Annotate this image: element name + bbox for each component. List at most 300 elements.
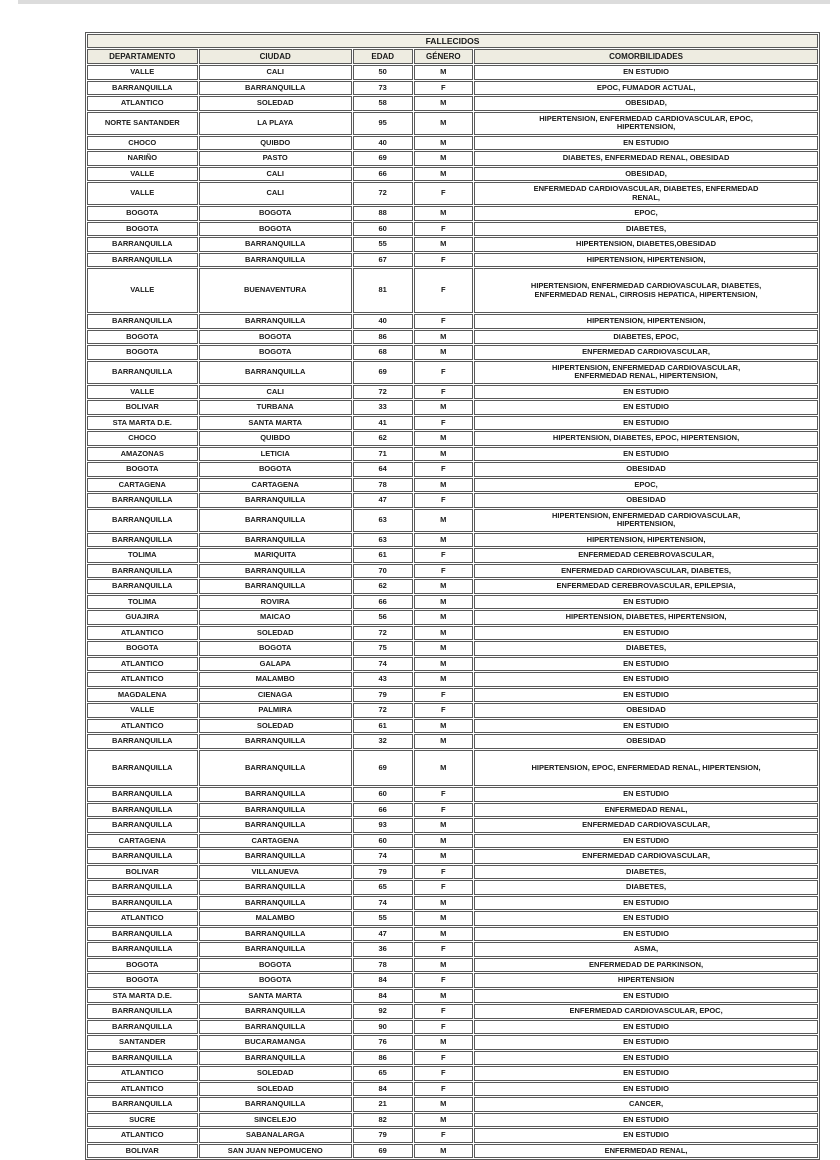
cell-comorbilidades: EN ESTUDIO xyxy=(474,787,818,802)
cell-departamento: STA MARTA D.E. xyxy=(87,989,198,1004)
cell-comorbilidades: ENFERMEDAD CARDIOVASCULAR, DIABETES, ENFERMEDAD RENAL, xyxy=(474,182,818,205)
table-row xyxy=(87,65,818,80)
cell-departamento: ATLANTICO xyxy=(87,672,198,687)
cell-edad: 86 xyxy=(353,1051,413,1066)
cell-departamento: BARRANQUILLA xyxy=(87,787,198,802)
cell-comorbilidades: ENFERMEDAD RENAL, xyxy=(474,1144,818,1159)
table-header-row xyxy=(87,49,818,64)
cell-departamento: SUCRE xyxy=(87,1113,198,1128)
cell-departamento: BARRANQUILLA xyxy=(87,818,198,833)
cell-departamento: VALLE xyxy=(87,703,198,718)
table-row xyxy=(87,96,818,111)
table-row xyxy=(87,803,818,818)
cell-genero: M xyxy=(414,65,474,80)
table-row xyxy=(87,237,818,252)
cell-edad: 43 xyxy=(353,672,413,687)
cell-ciudad: BARRANQUILLA xyxy=(199,493,352,508)
cell-comorbilidades: EN ESTUDIO xyxy=(474,385,818,400)
cell-genero: F xyxy=(414,803,474,818)
cell-genero: F xyxy=(414,1020,474,1035)
cell-edad: 84 xyxy=(353,989,413,1004)
cell-edad: 62 xyxy=(353,579,413,594)
cell-genero: F xyxy=(414,268,474,313)
cell-genero: M xyxy=(414,206,474,221)
cell-genero: M xyxy=(414,750,474,787)
cell-departamento: ATLANTICO xyxy=(87,657,198,672)
table-row xyxy=(87,1051,818,1066)
cell-edad: 56 xyxy=(353,610,413,625)
cell-ciudad: BARRANQUILLA xyxy=(199,1051,352,1066)
cell-departamento: BARRANQUILLA xyxy=(87,237,198,252)
table-row xyxy=(87,222,818,237)
cell-departamento: NORTE SANTANDER xyxy=(87,112,198,135)
cell-edad: 72 xyxy=(353,182,413,205)
table-row xyxy=(87,818,818,833)
table-row xyxy=(87,182,818,205)
cell-departamento: ATLANTICO xyxy=(87,911,198,926)
table-row xyxy=(87,81,818,96)
cell-ciudad: BARRANQUILLA xyxy=(199,896,352,911)
cell-ciudad: BARRANQUILLA xyxy=(199,803,352,818)
cell-ciudad: PASTO xyxy=(199,151,352,166)
cell-edad: 60 xyxy=(353,222,413,237)
cell-departamento: BARRANQUILLA xyxy=(87,734,198,749)
cell-edad: 82 xyxy=(353,1113,413,1128)
cell-edad: 75 xyxy=(353,641,413,656)
cell-edad: 40 xyxy=(353,136,413,151)
cell-departamento: NARIÑO xyxy=(87,151,198,166)
cell-departamento: BOGOTA xyxy=(87,206,198,221)
cell-comorbilidades: DIABETES, xyxy=(474,880,818,895)
cell-genero: M xyxy=(414,849,474,864)
table-row xyxy=(87,973,818,988)
cell-ciudad: MALAMBO xyxy=(199,911,352,926)
cell-genero: M xyxy=(414,330,474,345)
cell-genero: M xyxy=(414,818,474,833)
cell-edad: 74 xyxy=(353,896,413,911)
column-header-comorbilidades: COMORBILIDADES xyxy=(474,49,818,64)
cell-comorbilidades: EN ESTUDIO xyxy=(474,400,818,415)
cell-edad: 40 xyxy=(353,314,413,329)
cell-genero: M xyxy=(414,626,474,641)
cell-comorbilidades: EN ESTUDIO xyxy=(474,1128,818,1143)
cell-genero: F xyxy=(414,880,474,895)
cell-departamento: BOGOTA xyxy=(87,973,198,988)
cell-ciudad: SINCELEJO xyxy=(199,1113,352,1128)
viewer-top-bar xyxy=(18,0,830,4)
cell-edad: 62 xyxy=(353,431,413,446)
cell-ciudad: BARRANQUILLA xyxy=(199,579,352,594)
cell-edad: 79 xyxy=(353,688,413,703)
cell-departamento: BOGOTA xyxy=(87,345,198,360)
cell-edad: 74 xyxy=(353,657,413,672)
cell-genero: F xyxy=(414,688,474,703)
cell-ciudad: CALI xyxy=(199,65,352,80)
table-body xyxy=(87,65,818,1158)
cell-departamento: BOGOTA xyxy=(87,222,198,237)
cell-edad: 58 xyxy=(353,96,413,111)
table-row xyxy=(87,136,818,151)
table-row xyxy=(87,849,818,864)
table-row xyxy=(87,880,818,895)
cell-genero: M xyxy=(414,672,474,687)
cell-edad: 33 xyxy=(353,400,413,415)
table-row xyxy=(87,548,818,563)
cell-comorbilidades: EN ESTUDIO xyxy=(474,65,818,80)
cell-comorbilidades: HIPERTENSION, DIABETES, HIPERTENSION, xyxy=(474,610,818,625)
cell-comorbilidades: HIPERTENSION, HIPERTENSION, xyxy=(474,253,818,268)
table-row xyxy=(87,416,818,431)
cell-comorbilidades: DIABETES, xyxy=(474,865,818,880)
cell-genero: F xyxy=(414,314,474,329)
table-row xyxy=(87,1128,818,1143)
cell-edad: 79 xyxy=(353,1128,413,1143)
cell-edad: 21 xyxy=(353,1097,413,1112)
cell-genero: M xyxy=(414,136,474,151)
table-row xyxy=(87,385,818,400)
cell-comorbilidades: ENFERMEDAD CARDIOVASCULAR, EPOC, xyxy=(474,1004,818,1019)
cell-ciudad: BARRANQUILLA xyxy=(199,81,352,96)
cell-genero: M xyxy=(414,237,474,252)
cell-edad: 65 xyxy=(353,1066,413,1081)
column-header-departamento: DEPARTAMENTO xyxy=(87,49,198,64)
cell-genero: F xyxy=(414,787,474,802)
cell-ciudad: QUIBDO xyxy=(199,136,352,151)
cell-departamento: BOGOTA xyxy=(87,330,198,345)
cell-genero: M xyxy=(414,509,474,532)
table-row xyxy=(87,314,818,329)
cell-comorbilidades: EN ESTUDIO xyxy=(474,416,818,431)
cell-ciudad: BARRANQUILLA xyxy=(199,787,352,802)
cell-departamento: ATLANTICO xyxy=(87,96,198,111)
cell-departamento: BOGOTA xyxy=(87,641,198,656)
cell-edad: 95 xyxy=(353,112,413,135)
cell-comorbilidades: OBESIDAD xyxy=(474,734,818,749)
cell-genero: M xyxy=(414,478,474,493)
cell-comorbilidades: HIPERTENSION, ENFERMEDAD CARDIOVASCULAR, EPOC, HIPERTENSION, xyxy=(474,112,818,135)
cell-departamento: BARRANQUILLA xyxy=(87,564,198,579)
table-row xyxy=(87,400,818,415)
cell-comorbilidades: HIPERTENSION, ENFERMEDAD CARDIOVASCULAR, ENFERMEDAD RENAL, HIPERTENSION, xyxy=(474,361,818,384)
cell-edad: 86 xyxy=(353,330,413,345)
cell-departamento: STA MARTA D.E. xyxy=(87,416,198,431)
cell-comorbilidades: EPOC, xyxy=(474,478,818,493)
cell-genero: M xyxy=(414,927,474,942)
cell-ciudad: BARRANQUILLA xyxy=(199,361,352,384)
cell-ciudad: BOGOTA xyxy=(199,641,352,656)
cell-departamento: BARRANQUILLA xyxy=(87,750,198,787)
cell-edad: 47 xyxy=(353,927,413,942)
table-row xyxy=(87,493,818,508)
table-row xyxy=(87,1004,818,1019)
table-row xyxy=(87,641,818,656)
cell-comorbilidades: ENFERMEDAD DE PARKINSON, xyxy=(474,958,818,973)
table-row xyxy=(87,1066,818,1081)
cell-departamento: BARRANQUILLA xyxy=(87,1051,198,1066)
cell-departamento: BARRANQUILLA xyxy=(87,942,198,957)
cell-ciudad: BARRANQUILLA xyxy=(199,1097,352,1112)
table-row xyxy=(87,626,818,641)
cell-ciudad: SOLEDAD xyxy=(199,1082,352,1097)
cell-genero: F xyxy=(414,385,474,400)
cell-comorbilidades: OBESIDAD, xyxy=(474,167,818,182)
table-row xyxy=(87,345,818,360)
table-row xyxy=(87,478,818,493)
table-row xyxy=(87,1035,818,1050)
cell-edad: 66 xyxy=(353,803,413,818)
table-row xyxy=(87,1144,818,1159)
cell-departamento: ATLANTICO xyxy=(87,1082,198,1097)
cell-edad: 55 xyxy=(353,911,413,926)
cell-departamento: BARRANQUILLA xyxy=(87,927,198,942)
cell-edad: 74 xyxy=(353,849,413,864)
table-row xyxy=(87,268,818,313)
cell-edad: 61 xyxy=(353,719,413,734)
cell-edad: 61 xyxy=(353,548,413,563)
cell-genero: M xyxy=(414,657,474,672)
cell-comorbilidades: EN ESTUDIO xyxy=(474,672,818,687)
cell-genero: M xyxy=(414,345,474,360)
cell-departamento: CHOCO xyxy=(87,431,198,446)
cell-ciudad: ROVIRA xyxy=(199,595,352,610)
table-row xyxy=(87,688,818,703)
cell-ciudad: BARRANQUILLA xyxy=(199,237,352,252)
cell-genero: M xyxy=(414,1144,474,1159)
table-row xyxy=(87,330,818,345)
cell-comorbilidades: HIPERTENSION, ENFERMEDAD CARDIOVASCULAR, DIABETES, ENFERMEDAD RENAL, CIRROSIS HEPATICA, HIPERTENSION, xyxy=(474,268,818,313)
table-row xyxy=(87,703,818,718)
cell-edad: 90 xyxy=(353,1020,413,1035)
cell-genero: M xyxy=(414,1113,474,1128)
table-row xyxy=(87,734,818,749)
cell-genero: F xyxy=(414,253,474,268)
cell-comorbilidades: EN ESTUDIO xyxy=(474,1082,818,1097)
cell-comorbilidades: DIABETES, EPOC, xyxy=(474,330,818,345)
cell-edad: 81 xyxy=(353,268,413,313)
cell-departamento: BARRANQUILLA xyxy=(87,253,198,268)
table-row xyxy=(87,206,818,221)
cell-departamento: TOLIMA xyxy=(87,595,198,610)
cell-departamento: BARRANQUILLA xyxy=(87,361,198,384)
cell-comorbilidades: DIABETES, ENFERMEDAD RENAL, OBESIDAD xyxy=(474,151,818,166)
cell-edad: 71 xyxy=(353,447,413,462)
cell-departamento: CARTAGENA xyxy=(87,834,198,849)
cell-edad: 69 xyxy=(353,750,413,787)
cell-genero: F xyxy=(414,548,474,563)
cell-ciudad: BARRANQUILLA xyxy=(199,750,352,787)
cell-ciudad: BOGOTA xyxy=(199,973,352,988)
table-row xyxy=(87,1097,818,1112)
cell-ciudad: CIENAGA xyxy=(199,688,352,703)
cell-edad: 72 xyxy=(353,703,413,718)
cell-ciudad: GALAPA xyxy=(199,657,352,672)
cell-departamento: VALLE xyxy=(87,182,198,205)
cell-ciudad: BARRANQUILLA xyxy=(199,818,352,833)
table-row xyxy=(87,719,818,734)
cell-ciudad: SOLEDAD xyxy=(199,626,352,641)
cell-departamento: ATLANTICO xyxy=(87,719,198,734)
cell-departamento: CHOCO xyxy=(87,136,198,151)
cell-genero: F xyxy=(414,1051,474,1066)
cell-comorbilidades: EN ESTUDIO xyxy=(474,911,818,926)
cell-departamento: BARRANQUILLA xyxy=(87,880,198,895)
cell-departamento: BARRANQUILLA xyxy=(87,533,198,548)
cell-comorbilidades: ENFERMEDAD CEREBROVASCULAR, EPILEPSIA, xyxy=(474,579,818,594)
cell-genero: F xyxy=(414,703,474,718)
cell-genero: F xyxy=(414,1128,474,1143)
cell-ciudad: BOGOTA xyxy=(199,345,352,360)
table-row xyxy=(87,112,818,135)
cell-comorbilidades: EN ESTUDIO xyxy=(474,657,818,672)
cell-comorbilidades: DIABETES, xyxy=(474,222,818,237)
cell-genero: M xyxy=(414,734,474,749)
cell-ciudad: CARTAGENA xyxy=(199,834,352,849)
cell-genero: F xyxy=(414,222,474,237)
cell-departamento: BARRANQUILLA xyxy=(87,1097,198,1112)
cell-comorbilidades: HIPERTENSION, EPOC, ENFERMEDAD RENAL, HIPERTENSION, xyxy=(474,750,818,787)
fallecidos-table xyxy=(85,32,820,1160)
table-row xyxy=(87,533,818,548)
cell-comorbilidades: ENFERMEDAD CARDIOVASCULAR, DIABETES, xyxy=(474,564,818,579)
cell-departamento: TOLIMA xyxy=(87,548,198,563)
cell-ciudad: BARRANQUILLA xyxy=(199,942,352,957)
cell-ciudad: CALI xyxy=(199,182,352,205)
cell-comorbilidades: EN ESTUDIO xyxy=(474,989,818,1004)
cell-comorbilidades: OBESIDAD xyxy=(474,493,818,508)
cell-ciudad: SABANALARGA xyxy=(199,1128,352,1143)
column-header-genero: GÉNERO xyxy=(414,49,474,64)
cell-edad: 69 xyxy=(353,361,413,384)
table-row xyxy=(87,1113,818,1128)
cell-ciudad: BARRANQUILLA xyxy=(199,564,352,579)
cell-genero: F xyxy=(414,81,474,96)
cell-genero: M xyxy=(414,112,474,135)
cell-comorbilidades: EPOC, FUMADOR ACTUAL, xyxy=(474,81,818,96)
cell-departamento: ATLANTICO xyxy=(87,1066,198,1081)
table-row xyxy=(87,942,818,957)
cell-ciudad: BOGOTA xyxy=(199,462,352,477)
cell-ciudad: SAN JUAN NEPOMUCENO xyxy=(199,1144,352,1159)
cell-edad: 70 xyxy=(353,564,413,579)
cell-departamento: BOGOTA xyxy=(87,462,198,477)
table-row xyxy=(87,657,818,672)
table-row xyxy=(87,431,818,446)
cell-ciudad: BARRANQUILLA xyxy=(199,734,352,749)
cell-genero: M xyxy=(414,610,474,625)
cell-edad: 84 xyxy=(353,973,413,988)
cell-comorbilidades: ASMA, xyxy=(474,942,818,957)
cell-edad: 92 xyxy=(353,1004,413,1019)
cell-comorbilidades: EN ESTUDIO xyxy=(474,896,818,911)
cell-ciudad: BOGOTA xyxy=(199,206,352,221)
cell-edad: 36 xyxy=(353,942,413,957)
table-row xyxy=(87,896,818,911)
cell-genero: M xyxy=(414,96,474,111)
cell-comorbilidades: EN ESTUDIO xyxy=(474,136,818,151)
cell-ciudad: BARRANQUILLA xyxy=(199,1020,352,1035)
table-row xyxy=(87,750,818,787)
table-row xyxy=(87,447,818,462)
cell-genero: M xyxy=(414,641,474,656)
table-row xyxy=(87,834,818,849)
cell-edad: 64 xyxy=(353,462,413,477)
cell-ciudad: PALMIRA xyxy=(199,703,352,718)
table-row xyxy=(87,595,818,610)
cell-departamento: BARRANQUILLA xyxy=(87,803,198,818)
cell-edad: 55 xyxy=(353,237,413,252)
cell-ciudad: SOLEDAD xyxy=(199,1066,352,1081)
table-row xyxy=(87,361,818,384)
table-title-row xyxy=(87,34,818,48)
table-row xyxy=(87,579,818,594)
cell-ciudad: BARRANQUILLA xyxy=(199,849,352,864)
cell-genero: F xyxy=(414,564,474,579)
cell-edad: 88 xyxy=(353,206,413,221)
cell-comorbilidades: EN ESTUDIO xyxy=(474,719,818,734)
cell-edad: 78 xyxy=(353,958,413,973)
cell-genero: M xyxy=(414,1097,474,1112)
cell-ciudad: VILLANUEVA xyxy=(199,865,352,880)
cell-genero: M xyxy=(414,400,474,415)
cell-departamento: BOLIVAR xyxy=(87,1144,198,1159)
table-row xyxy=(87,509,818,532)
cell-ciudad: BARRANQUILLA xyxy=(199,314,352,329)
cell-edad: 66 xyxy=(353,167,413,182)
cell-ciudad: BARRANQUILLA xyxy=(199,1004,352,1019)
cell-comorbilidades: EN ESTUDIO xyxy=(474,595,818,610)
cell-ciudad: MALAMBO xyxy=(199,672,352,687)
cell-ciudad: BUCARAMANGA xyxy=(199,1035,352,1050)
cell-genero: F xyxy=(414,1082,474,1097)
cell-genero: F xyxy=(414,361,474,384)
cell-comorbilidades: CANCER, xyxy=(474,1097,818,1112)
cell-ciudad: BARRANQUILLA xyxy=(199,509,352,532)
cell-departamento: BARRANQUILLA xyxy=(87,1004,198,1019)
table-row xyxy=(87,911,818,926)
cell-departamento: BOLIVAR xyxy=(87,400,198,415)
cell-ciudad: BARRANQUILLA xyxy=(199,533,352,548)
cell-comorbilidades: EN ESTUDIO xyxy=(474,1066,818,1081)
cell-ciudad: CALI xyxy=(199,167,352,182)
cell-departamento: ATLANTICO xyxy=(87,1128,198,1143)
cell-edad: 63 xyxy=(353,533,413,548)
table-row xyxy=(87,958,818,973)
cell-genero: M xyxy=(414,533,474,548)
cell-edad: 79 xyxy=(353,865,413,880)
cell-comorbilidades: ENFERMEDAD CARDIOVASCULAR, xyxy=(474,818,818,833)
cell-departamento: GUAJIRA xyxy=(87,610,198,625)
table-row xyxy=(87,610,818,625)
cell-genero: M xyxy=(414,595,474,610)
cell-edad: 72 xyxy=(353,626,413,641)
cell-edad: 47 xyxy=(353,493,413,508)
cell-edad: 41 xyxy=(353,416,413,431)
cell-departamento: ATLANTICO xyxy=(87,626,198,641)
cell-genero: M xyxy=(414,834,474,849)
cell-comorbilidades: ENFERMEDAD CARDIOVASCULAR, xyxy=(474,345,818,360)
table-row xyxy=(87,151,818,166)
cell-edad: 60 xyxy=(353,834,413,849)
cell-edad: 68 xyxy=(353,345,413,360)
cell-departamento: BARRANQUILLA xyxy=(87,1020,198,1035)
cell-ciudad: CALI xyxy=(199,385,352,400)
cell-ciudad: TURBANA xyxy=(199,400,352,415)
cell-ciudad: MAICAO xyxy=(199,610,352,625)
cell-departamento: CARTAGENA xyxy=(87,478,198,493)
cell-ciudad: SANTA MARTA xyxy=(199,416,352,431)
cell-genero: M xyxy=(414,989,474,1004)
table-title: FALLECIDOS xyxy=(87,34,818,48)
